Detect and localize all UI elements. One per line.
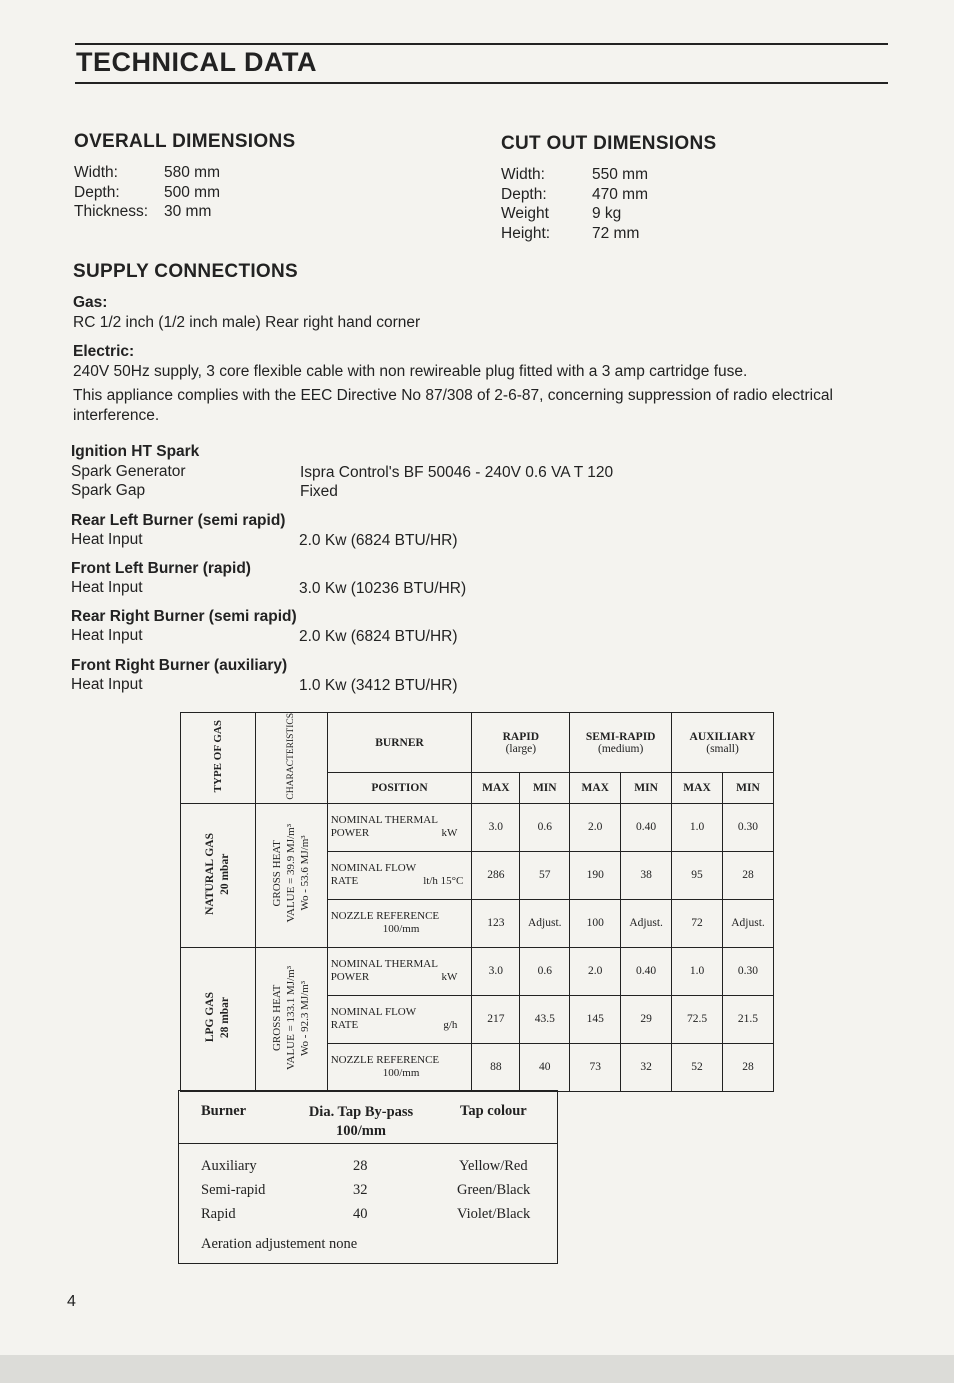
tap-row-burner: Auxiliary: [201, 1158, 257, 1174]
electric-label: Electric:: [73, 343, 135, 360]
tap-header-dia-line2: 100/mm: [336, 1123, 386, 1139]
burner-heat-label: Heat Input: [71, 676, 143, 693]
max-header: [672, 773, 723, 804]
value-cell: 1.0: [672, 947, 723, 995]
pos-l1: NOMINAL FLOW: [330, 862, 417, 875]
value-cell: 0.40: [621, 947, 672, 995]
rapid-text: RAPID: [502, 730, 540, 743]
position-label: [327, 947, 472, 995]
dim-value: 30 mm: [164, 203, 212, 220]
dim-value: 9 kg: [592, 205, 622, 222]
value-cell: 21.5: [722, 995, 773, 1043]
tap-header-dia-line1: Dia. Tap By-pass: [308, 1104, 414, 1120]
value-cell: 95: [672, 851, 723, 899]
pos-l1: NOZZLE REFERENCE: [330, 1054, 440, 1067]
cutout-row-depth: [501, 185, 648, 205]
dim-value: 500 mm: [164, 183, 220, 201]
value-cell: 28: [722, 1043, 773, 1091]
min-header: [621, 773, 672, 804]
table-row: [181, 803, 774, 851]
burner-heat-label: Heat Input: [71, 531, 143, 548]
dim-value: 470 mm: [592, 185, 648, 203]
value-cell: 40: [520, 1043, 570, 1091]
overall-row-depth: [74, 183, 220, 203]
burner-heading: Front Right Burner (auxiliary): [71, 657, 288, 674]
page-number: 4: [67, 1293, 76, 1310]
semi-rapid-header: [570, 713, 672, 773]
page-title: TECHNICAL DATA: [76, 47, 317, 77]
pos-l2: 100/mm: [382, 1067, 420, 1080]
gas-text: RC 1/2 inch (1/2 inch male) Rear right hand corner: [73, 314, 421, 331]
value-cell: 57: [520, 851, 570, 899]
position-label: [327, 995, 472, 1043]
value-cell: 0.6: [520, 947, 570, 995]
overall-row-width: [74, 163, 220, 183]
pos-unit: lt/h 15°C: [423, 875, 464, 888]
value-cell: Adjust.: [621, 899, 672, 947]
tap-row-dia: 40: [353, 1206, 368, 1222]
value-cell: 32: [621, 1043, 672, 1091]
value-cell: Adjust.: [520, 899, 570, 947]
dim-value: 72 mm: [592, 224, 640, 242]
max-header: [570, 773, 621, 804]
pos-unit: g/h: [443, 1019, 458, 1032]
semi-sub-text: (medium): [597, 742, 644, 755]
overall-dimensions-heading: OVERALL DIMENSIONS: [74, 131, 296, 152]
min-header: [722, 773, 773, 804]
header-bottom-rule: [75, 82, 888, 84]
value-cell: 1.0: [672, 803, 723, 851]
value-cell: 72.5: [672, 995, 723, 1043]
value-cell: 123: [472, 899, 520, 947]
tap-row-dia: 32: [353, 1182, 368, 1198]
value-cell: 3.0: [472, 803, 520, 851]
pos-l1: NOMINAL FLOW: [330, 1006, 417, 1019]
pos-l2: RATE: [330, 1019, 359, 1032]
min-text: MIN: [634, 781, 658, 794]
rapid-sub-text: (large): [505, 742, 537, 755]
max-text: MAX: [683, 781, 711, 794]
pos-unit: kW: [441, 827, 458, 840]
pos-l2: POWER: [330, 827, 370, 840]
burner-header-text: BURNER: [375, 736, 424, 749]
min-text: MIN: [532, 781, 557, 794]
value-cell: 73: [570, 1043, 621, 1091]
value-cell: 2.0: [570, 803, 621, 851]
position-label: [327, 851, 472, 899]
burner-heat-value: 2.0 Kw (6824 BTU/HR): [299, 628, 458, 645]
max-text: MAX: [482, 781, 510, 794]
spark-gap-label: Spark Gap: [71, 482, 146, 499]
value-cell: 0.30: [722, 947, 773, 995]
tap-row-colour: Violet/Black: [457, 1206, 531, 1222]
cutout-row-weight: [501, 204, 648, 224]
dim-label: Width:: [501, 166, 545, 183]
min-header: [520, 773, 570, 804]
max-header: [472, 773, 520, 804]
ng-heat-cell: [255, 803, 327, 947]
ignition-heading: Ignition HT Spark: [71, 443, 200, 460]
natural-gas-cell: [181, 803, 256, 947]
burner-data-table: [180, 712, 774, 1092]
spark-gap-value: Fixed: [300, 483, 338, 500]
ng-heat2: VALUE = 39.9 MJ/m³: [285, 824, 298, 923]
value-cell: 286: [472, 851, 520, 899]
min-text: MIN: [736, 781, 760, 794]
cutout-dimensions-heading: CUT OUT DIMENSIONS: [501, 133, 717, 154]
tap-row-colour: Green/Black: [457, 1182, 531, 1198]
overall-dimensions-list: [74, 163, 220, 222]
value-cell: 28: [722, 851, 773, 899]
pos-l1: NOMINAL THERMAL: [330, 814, 438, 827]
lpg-heat3: Wo - 92.3 MJ/m³: [299, 980, 312, 1056]
value-cell: 0.30: [722, 803, 773, 851]
compliance-text: This appliance complies with the EEC Directive No 87/308 of 2-6-87, concerning suppression of radio electrical interference.: [73, 387, 833, 424]
lpg-gas-text: LPG GAS: [203, 992, 216, 1043]
dim-value: 580 mm: [164, 164, 220, 181]
dim-label: Thickness:: [74, 203, 149, 220]
spark-generator-value: Ispra Control's BF 50046 - 240V 0.6 VA T 120: [300, 464, 614, 481]
lpg-heat-cell: [255, 947, 327, 1091]
value-cell: 0.40: [621, 803, 672, 851]
value-cell: 72: [672, 899, 723, 947]
pos-unit: kW: [441, 971, 458, 984]
tap-row-colour: Yellow/Red: [459, 1158, 528, 1174]
burner-heat-value: 2.0 Kw (6824 BTU/HR): [299, 532, 458, 549]
burner-heat-value: 1.0 Kw (3412 BTU/HR): [299, 677, 458, 694]
position-label: [327, 1043, 472, 1091]
cutout-row-height: [501, 224, 648, 244]
position-label: [327, 899, 472, 947]
spark-generator-label: Spark Generator: [71, 463, 186, 480]
dim-label: Depth:: [501, 185, 547, 203]
cutout-row-width: [501, 165, 648, 185]
electric-text: 240V 50Hz supply, 3 core flexible cable with non rewireable plug fitted with a 3 amp cartridge fuse.: [73, 363, 748, 380]
lpg-pressure-text: 28 mbar: [218, 996, 231, 1039]
ng-heat1: GROSS HEAT: [271, 840, 284, 907]
tap-header-burner: Burner: [201, 1103, 247, 1119]
ng-heat3: Wo - 53.6 MJ/m³: [299, 836, 312, 912]
semi-text: SEMI-RAPID: [585, 730, 656, 743]
aux-sub-text: (small): [706, 742, 739, 755]
header-top-rule: [75, 43, 888, 45]
value-cell: 190: [570, 851, 621, 899]
value-cell: Adjust.: [722, 899, 773, 947]
pos-l1: NOZZLE REFERENCE: [330, 910, 440, 923]
value-cell: 88: [472, 1043, 520, 1091]
tap-table: [178, 1090, 558, 1264]
position-text: POSITION: [371, 781, 428, 794]
scan-bottom-edge: [0, 1355, 954, 1383]
cutout-dimensions-list: [501, 165, 648, 243]
value-cell: 2.0: [570, 947, 621, 995]
type-of-gas-header: [181, 713, 256, 804]
value-cell: 100: [570, 899, 621, 947]
position-label: [327, 803, 472, 851]
value-cell: 217: [472, 995, 520, 1043]
ng-gas-text: NATURAL GAS: [203, 832, 216, 915]
pos-l1: NOMINAL THERMAL: [330, 958, 438, 971]
value-cell: 38: [621, 851, 672, 899]
value-cell: 52: [672, 1043, 723, 1091]
tap-row-burner: Rapid: [201, 1206, 236, 1222]
dim-label: Depth:: [74, 183, 120, 201]
supply-connections-heading: SUPPLY CONNECTIONS: [73, 261, 299, 282]
max-text: MAX: [581, 781, 609, 794]
value-cell: 43.5: [520, 995, 570, 1043]
pos-l2: RATE: [330, 875, 359, 888]
pos-l2: 100/mm: [382, 923, 420, 936]
type-of-gas-text: TYPE OF GAS: [211, 720, 224, 793]
position-header: [327, 773, 472, 804]
characteristics-header: [255, 713, 327, 804]
burner-header: [327, 713, 472, 773]
lpg-heat2: VALUE = 133.1 MJ/m³: [285, 965, 298, 1070]
pos-l2: POWER: [330, 971, 370, 984]
overall-row-thickness: [74, 202, 220, 222]
rapid-header: [472, 713, 570, 773]
dim-value: 550 mm: [592, 166, 648, 183]
table-header-row: [181, 713, 774, 773]
value-cell: 3.0: [472, 947, 520, 995]
burner-heading: Rear Left Burner (semi rapid): [71, 512, 286, 529]
dim-label: Width:: [74, 164, 118, 181]
burner-heading: Rear Right Burner (semi rapid): [71, 608, 297, 625]
tap-header-colour: Tap colour: [460, 1103, 527, 1119]
tap-table-divider: [179, 1143, 557, 1144]
lpg-gas-cell: [181, 947, 256, 1091]
value-cell: 0.6: [520, 803, 570, 851]
auxiliary-header: [672, 713, 774, 773]
aeration-note: Aeration adjustement none: [201, 1236, 358, 1252]
value-cell: 29: [621, 995, 672, 1043]
dim-label: Height:: [501, 224, 551, 242]
burner-heat-label: Heat Input: [71, 627, 143, 644]
characteristics-text: CHARACTERISTICS: [286, 713, 297, 800]
dim-label: Weight: [501, 205, 549, 222]
burner-heat-label: Heat Input: [71, 579, 143, 596]
aux-text: AUXILIARY: [689, 730, 756, 743]
table-row: [181, 947, 774, 995]
value-cell: 145: [570, 995, 621, 1043]
burner-heading: Front Left Burner (rapid): [71, 560, 251, 577]
tap-row-burner: Semi-rapid: [201, 1182, 266, 1198]
tap-header-dia: [301, 1103, 421, 1141]
burner-heat-value: 3.0 Kw (10236 BTU/HR): [299, 580, 467, 597]
ng-pressure-text: 20 mbar: [218, 852, 231, 895]
lpg-heat1: GROSS HEAT: [271, 984, 284, 1051]
gas-label: Gas:: [73, 294, 108, 311]
tap-row-dia: 28: [353, 1158, 368, 1174]
